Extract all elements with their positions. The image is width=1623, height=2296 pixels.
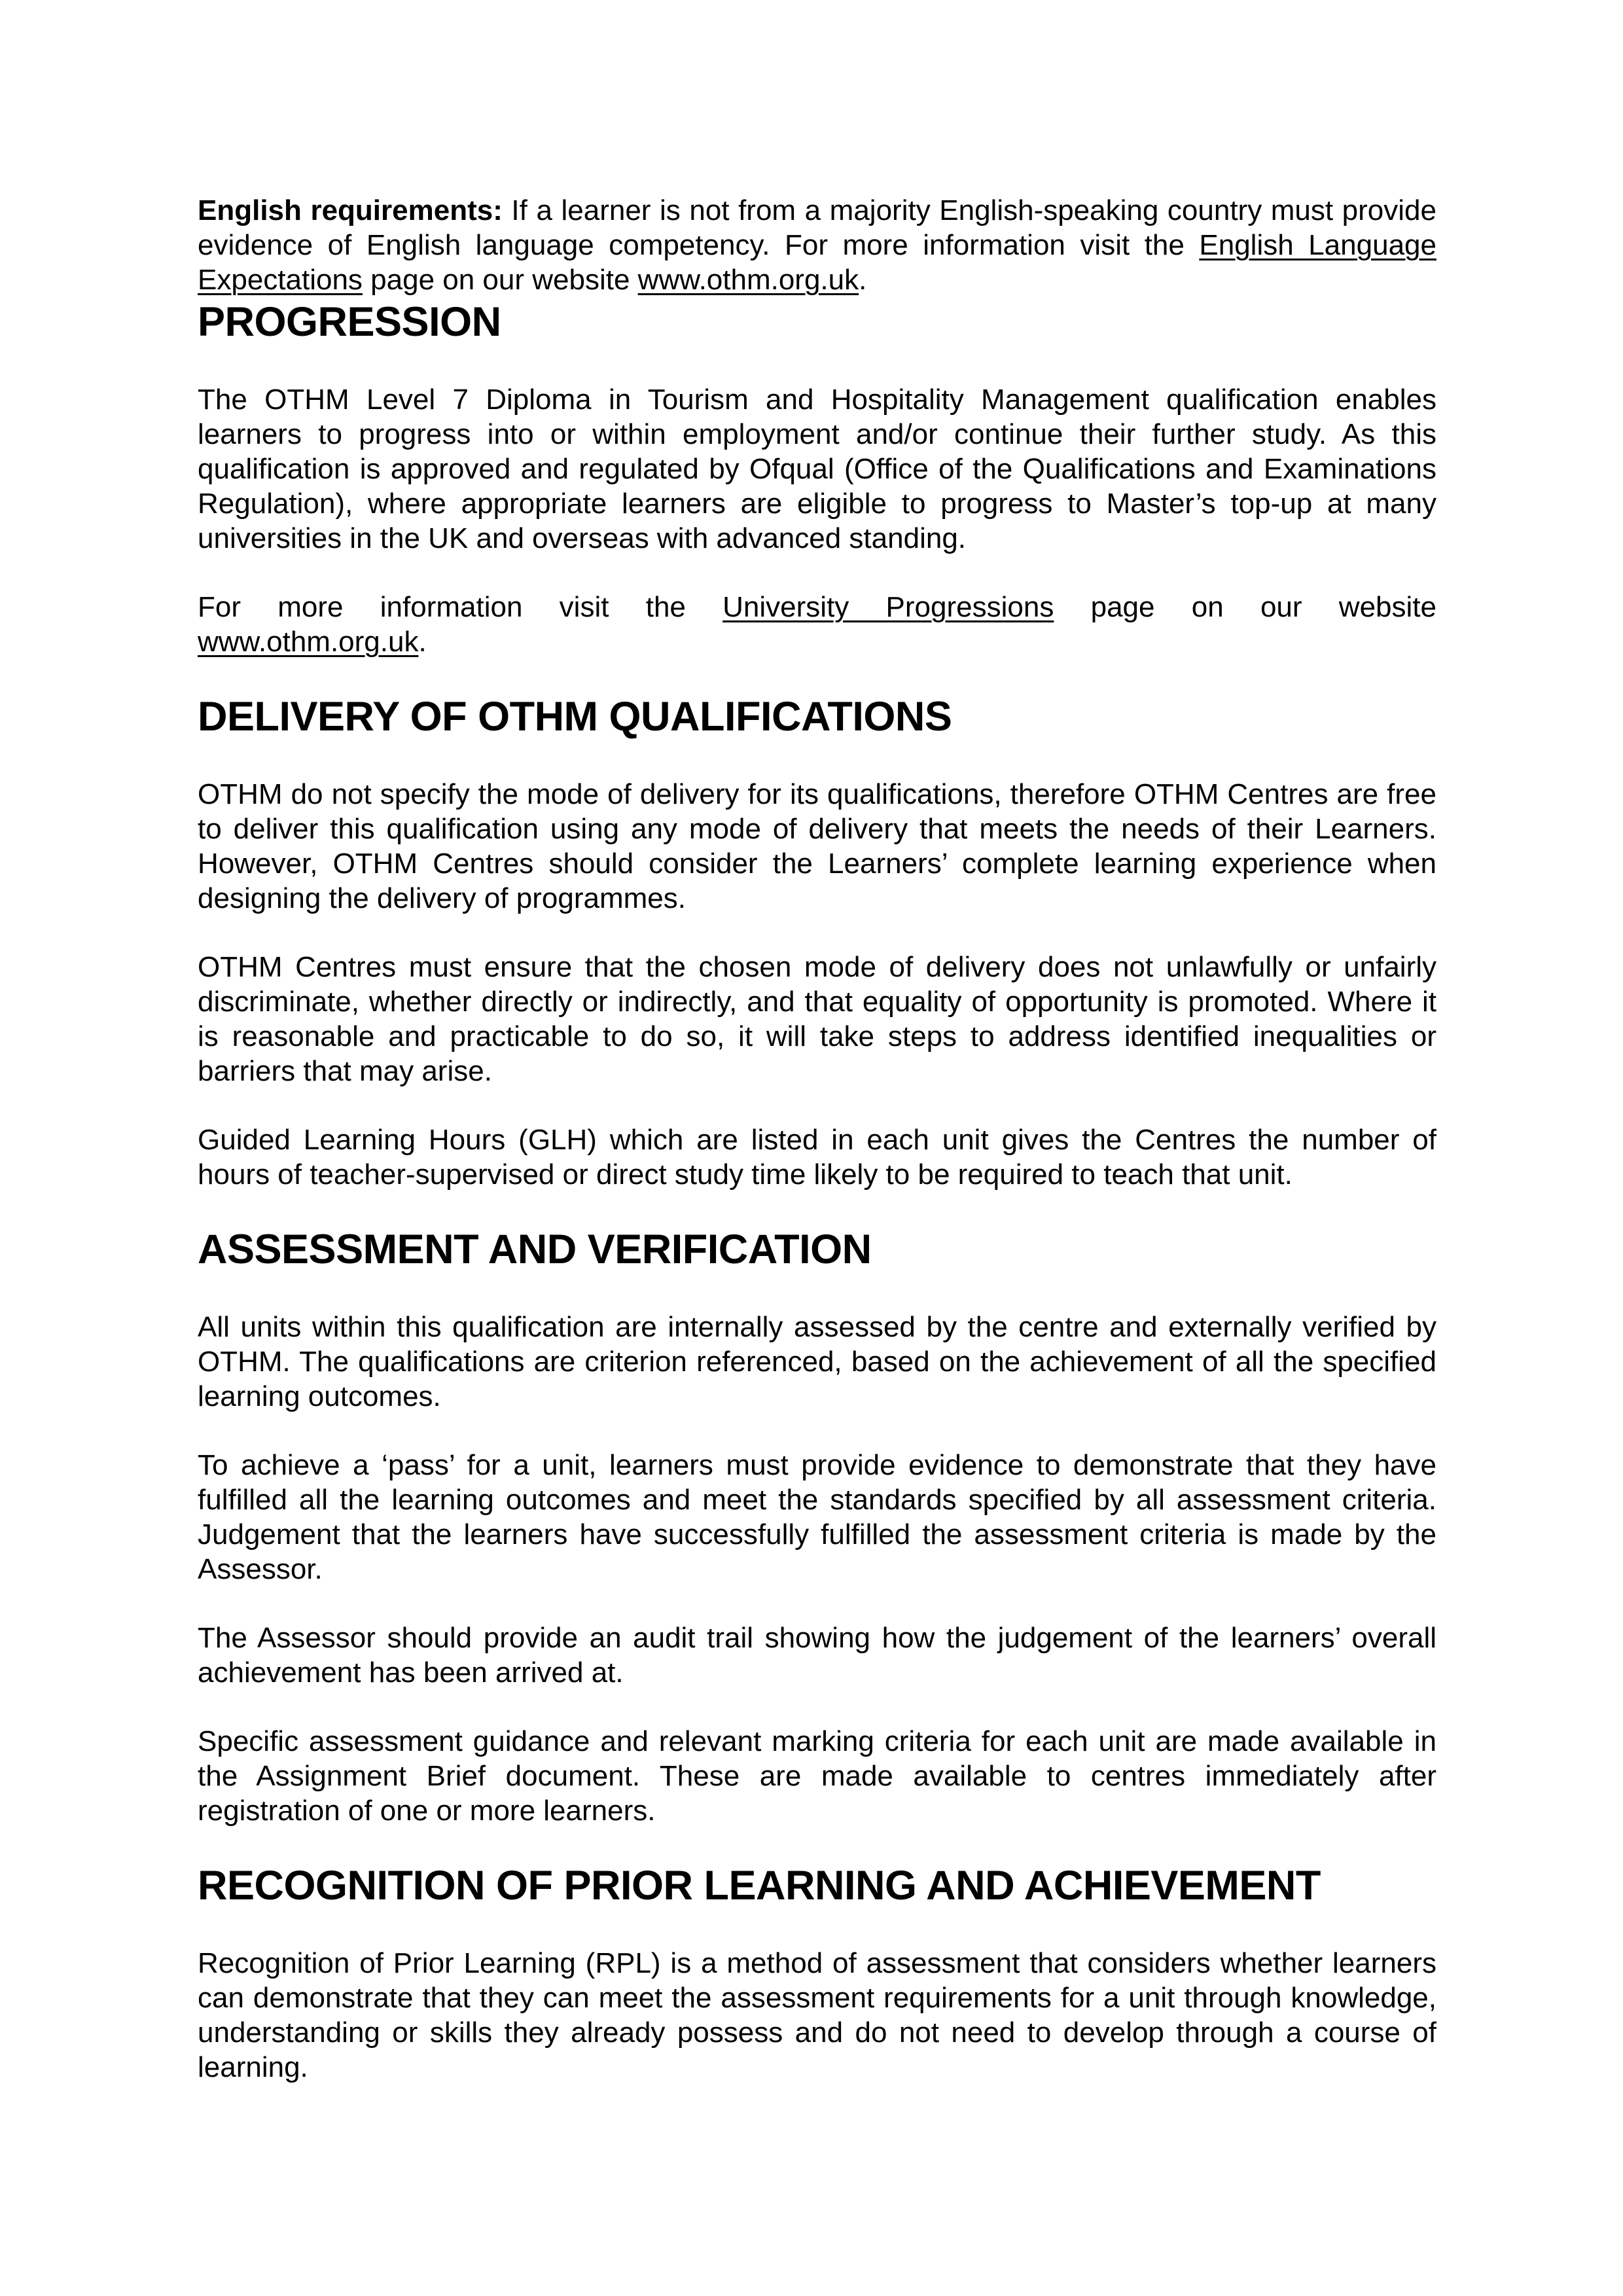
assessment-paragraph-1: All units within this qualification are internally assessed by the centre and externally verified by OTHM. The qualifications are criterion referenced, based on the achievement of all the specified learning outcomes. <box>198 1311 1436 1412</box>
rpl-paragraph-1: Recognition of Prior Learning (RPL) is a method of assessment that considers whether learners can demonstrate that they can meet the assessment requirements for a unit through knowledge, understanding or skills they already possess and do not need to develop through a course of learning. <box>198 1947 1436 2083</box>
assessment-paragraph-4: Specific assessment guidance and relevant marking criteria for each unit are made available in the Assignment Brief document. These are made available to centres immediately after registration of one or more learners. <box>198 1725 1436 1827</box>
progression-paragraph-1: The OTHM Level 7 Diploma in Tourism and Hospitality Management qualification enables learners to progress into or within employment and/or continue their further study. As this qualification is approved and regulated by Ofqual (Office of the Qualifications and Examinations Regulation), where appropriate learners are eligible to progress to Master’s top-up at many universities in the UK and overseas with advanced standing. <box>198 384 1436 554</box>
progression-paragraph-2-line-1 <box>198 590 1436 624</box>
university-progressions-link[interactable]: University Progressions <box>722 591 1054 623</box>
assessment-heading: ASSESSMENT AND VERIFICATION <box>198 1227 872 1272</box>
progression-p2-text-2: page on our website <box>1054 591 1436 623</box>
progression-heading: PROGRESSION <box>198 299 501 345</box>
english-requirements-text-2: page on our website <box>362 264 638 296</box>
english-requirements-paragraph <box>198 193 1436 297</box>
progression-p2-text-1: For more information visit the <box>198 591 723 623</box>
delivery-paragraph-1: OTHM do not specify the mode of delivery for its qualifications, therefore OTHM Centres are free to deliver this qualification using any mode of delivery that meets the needs of their Learners. However, OTHM Centres should consider the Learners’ complete learning experience when designing the delivery of programmes. <box>198 778 1436 914</box>
progression-p2-text-3: . <box>418 626 427 658</box>
english-requirements-text-3: . <box>859 264 867 296</box>
progression-paragraph-2-line-2 <box>198 624 1436 659</box>
othm-website-link-2[interactable]: www.othm.org.uk <box>198 626 419 658</box>
othm-website-link[interactable]: www.othm.org.uk <box>637 264 859 296</box>
delivery-paragraph-2: OTHM Centres must ensure that the chosen mode of delivery does not unlawfully or unfairly discriminate, whether directly or indirectly, and that equality of opportunity is promoted. Where it is reasonable and practicable to do so, it will take steps to address identified inequalities or barriers that may arise. <box>198 951 1436 1087</box>
assessment-paragraph-2: To achieve a ‘pass’ for a unit, learners must provide evidence to demonstrate that they have fulfilled all the learning outcomes and meet the standards specified by all assessment criteria. Judgement that the learners have successfully fulfilled the assessment criteria is made by the Assessor. <box>198 1449 1436 1585</box>
english-requirements-text-1: If a learner is not from a majority English-speaking country must provide evidence of English language competency. For more information visit the <box>198 194 1436 261</box>
assessment-paragraph-3: The Assessor should provide an audit trail showing how the judgement of the learners’ overall achievement has been arrived at. <box>198 1622 1436 1689</box>
delivery-paragraph-3: Guided Learning Hours (GLH) which are listed in each unit gives the Centres the number of hours of teacher-supervised or direct study time likely to be required to teach that unit. <box>198 1124 1436 1191</box>
delivery-heading: DELIVERY OF OTHM QUALIFICATIONS <box>198 694 952 740</box>
english-requirements-label: English requirements: <box>198 194 503 226</box>
rpl-heading: RECOGNITION OF PRIOR LEARNING AND ACHIEVEMENT <box>198 1863 1321 1909</box>
document-page <box>198 193 1436 2085</box>
english-language-expectations-link[interactable]: English Language Expectations <box>198 229 1436 296</box>
